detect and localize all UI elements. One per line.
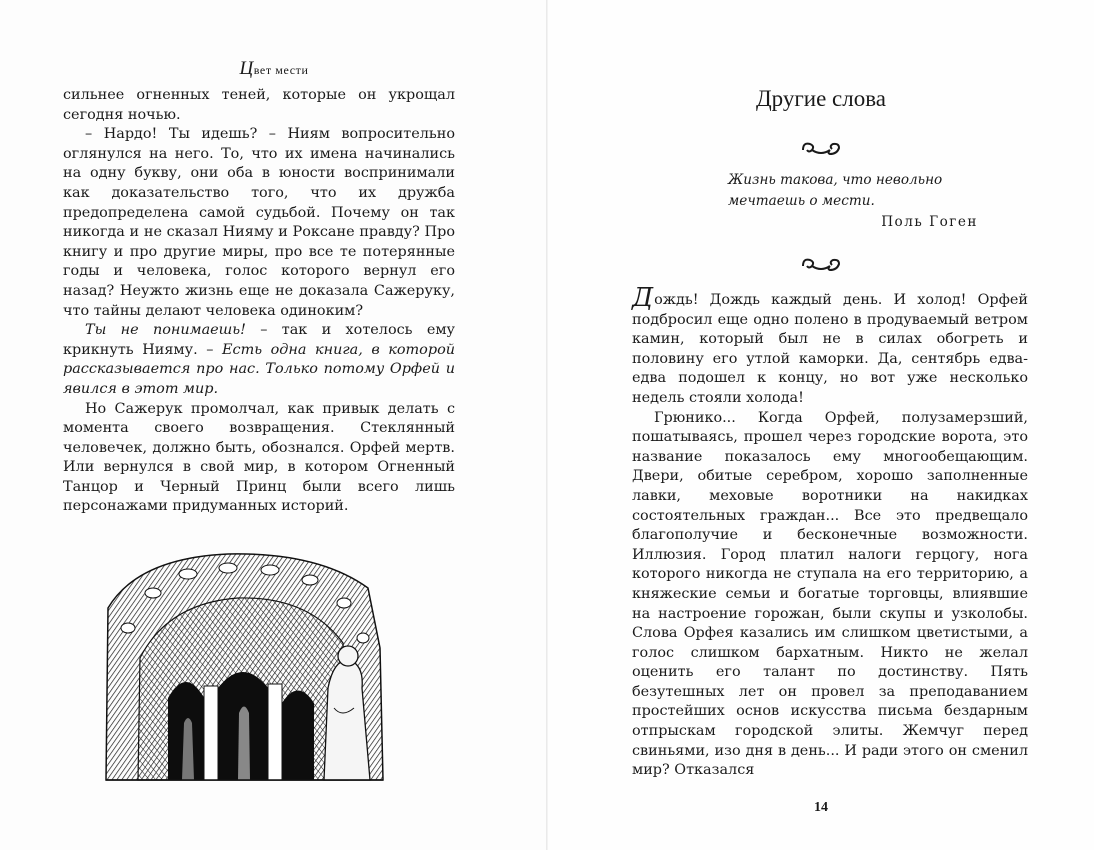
running-head-text: вет мести xyxy=(253,63,309,77)
right-text-block xyxy=(632,283,1028,781)
drop-cap: Д xyxy=(632,283,654,313)
opening-paragraph xyxy=(632,283,1028,409)
epigraph-author: Поль Гоген xyxy=(881,214,978,230)
italic-text: Есть одна книга, в которой рассказывается про нас. Только потому Орфей и явился в этот мир. xyxy=(63,341,455,397)
italic-text: Ты не понимаешь! xyxy=(85,322,246,339)
running-head xyxy=(0,58,548,80)
ornament-divider xyxy=(548,254,1094,274)
paragraph: Грюнико... Когда Орфей, полузамерзший, пошатываясь, прошел через городские ворота, это название показалось ему многообещающим. Двери, обитые серебром, хорошо заполненные лавки, меховые воротники на накидках состоятельных граждан... Все это предвещало благополучие и бесконечные возможности. Иллюзия. Город платил налоги герцогу, нога которого никогда не ступала на его территорию, а княжеские семьи и богатые торговцы, влиявшие на настроение горожан, были скупы и узколобы. Слова Орфея казались им слишком цветистыми, а голос слишком бархатным. Никто не желал оценить его талант по достинству. Пять безутешных лет он провел за преподаванием простейших основ искусства письма бездарным отпрыскам городской элиты. Жемчуг перед свиньями, изо дня в день... И ради этого он сменил мир? Отказался xyxy=(632,409,1028,779)
arch-illustration xyxy=(98,548,398,788)
page-number: 14 xyxy=(814,800,828,815)
ink-drawing xyxy=(98,548,398,788)
ornament-icon xyxy=(799,138,843,158)
ornament-divider xyxy=(548,138,1094,158)
left-text-block xyxy=(63,86,455,517)
paragraph: – Нардо! Ты идешь? – Ниям вопросительно оглянулся на него. То, что их имена начинались на одну букву, они оба в юности воспринимали как доказательство того, что их дружба предопределена самой судьбой. Почему он так никогда и не сказал Нияму и Роксане правду? Про книгу и про другие миры, про все те потерянные годы и человека, голос которого вернул его назад? Неужто жизнь еще не доказала Сажеруку, что тайны делают человека одиноким? xyxy=(63,126,455,319)
chapter-title: Другие слова xyxy=(755,86,887,111)
ornament-icon xyxy=(799,254,843,274)
paragraph: Но Сажерук промолчал, как привык делать с момента своего возвращения. Стеклянный человечек, должно быть, обознался. Орфей мертв. Или вернулся в свой мир, в котором Огненный Танцор и Черный Принц были всего лишь персонажами придуманных историй. xyxy=(63,400,455,515)
plain-text: – так и хотелось ему крикнуть Нияму. – xyxy=(63,322,455,358)
paragraph-mixed xyxy=(63,321,455,399)
right-page xyxy=(548,0,1094,850)
opening-text: ождь! Дождь каждый день. И холод! Орфей подбросил еще одно полено в продуваемый ветром камин, который был не в силах обогреть и половину его утлой каморки. Да, сентябрь едва-едва подошел к концу, но вот уже несколько недель стояли холода! xyxy=(632,292,1028,406)
paragraph: сильнее огненных теней, которые он укрощал сегодня ночью. xyxy=(63,87,455,123)
epigraph: Жизнь такова, что невольно мечтаешь о мести. xyxy=(728,172,943,209)
running-head-initial: Ц xyxy=(239,58,254,79)
